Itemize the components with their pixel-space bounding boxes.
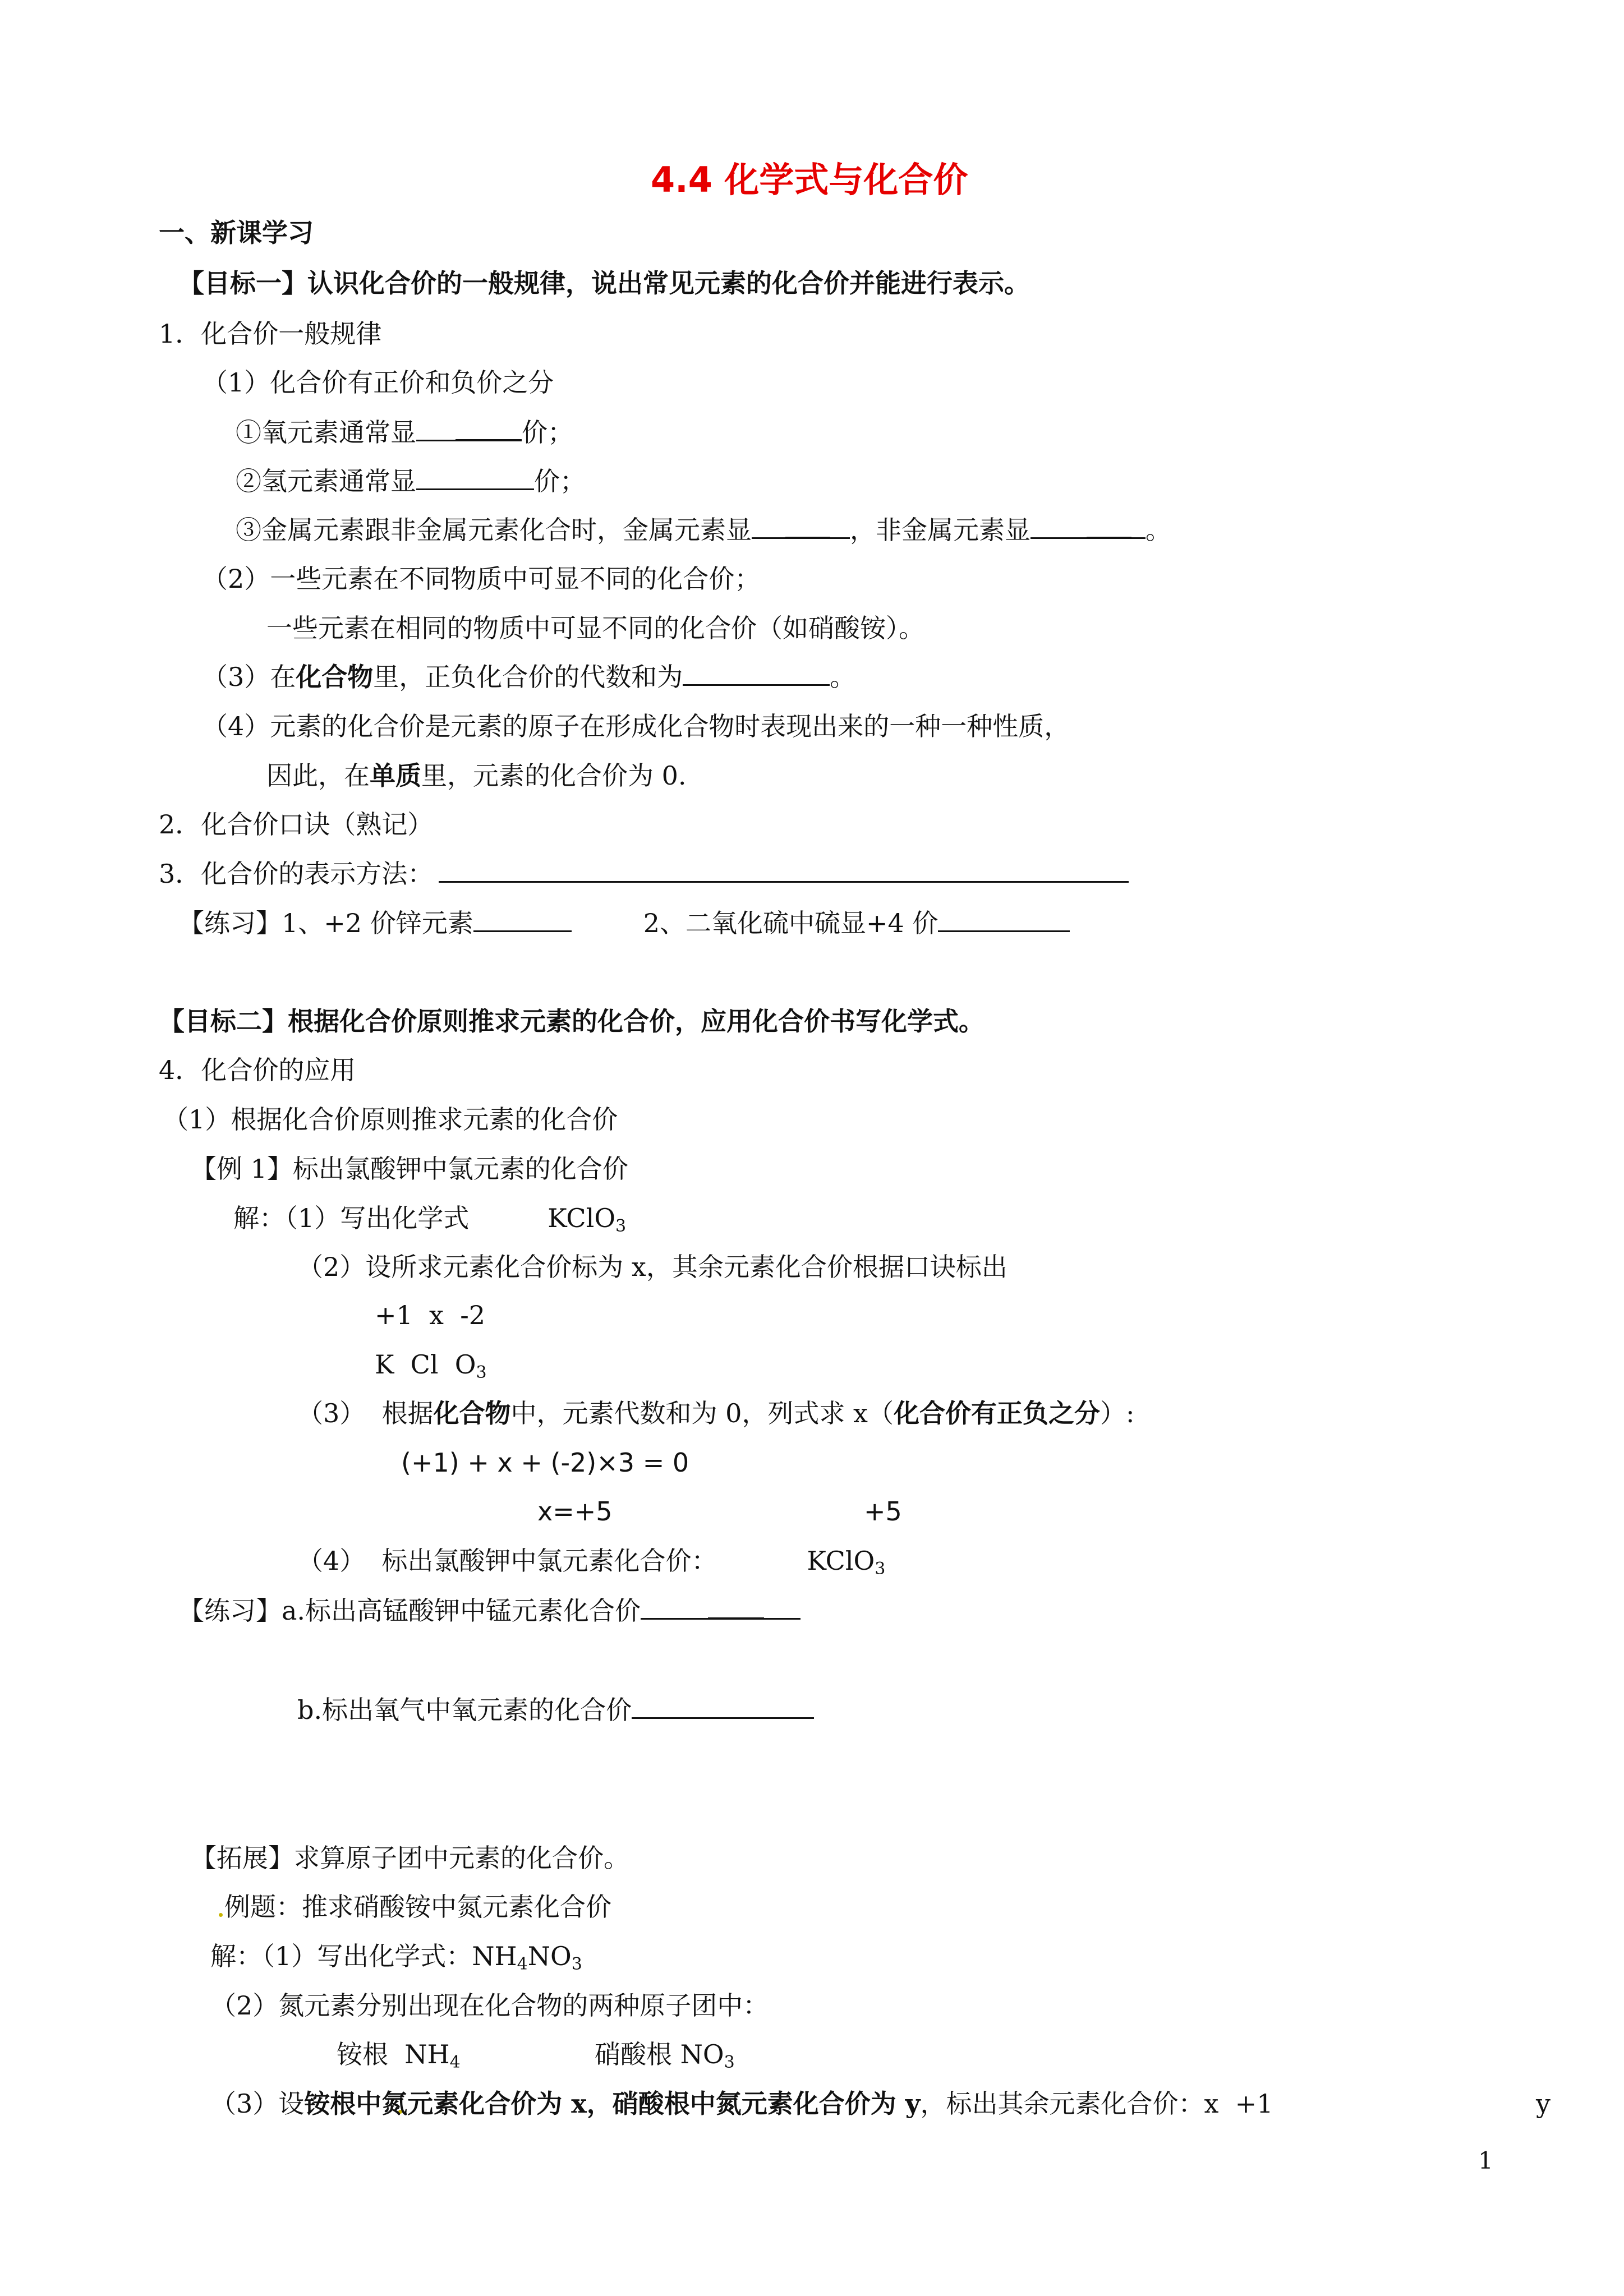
goal-two: 【目标二】根据化合价原则推求元素的化合价，应用化合价书写化学式。 xyxy=(159,1006,984,1036)
solution-step-4: （4） 标出氯酸钾中氯元素化合价： KClO$_3$ xyxy=(297,1546,886,1579)
goal-one: 【目标一】认识化合价的一般规律，说出常见元素的化合价并能进行表示。 xyxy=(178,268,1030,298)
practice-1: 【练习】1、+2 价锌元素 2、二氧化硫中硫显+4 价 xyxy=(178,910,1070,936)
item-1-4-b: 因此，在单质里，元素的化合价为 0. xyxy=(266,760,687,791)
item-4: 4．化合价的应用 xyxy=(159,1055,356,1085)
answer-blank[interactable] xyxy=(416,468,534,490)
answer-blank[interactable] xyxy=(473,910,572,932)
extension: 【拓展】求算原子团中元素的化合价。 xyxy=(191,1843,629,1873)
answer-blank[interactable] xyxy=(830,517,850,539)
solution-step-2: （2）设所求元素化合价标为 x，其余元素化合价根据口诀标出 xyxy=(297,1252,1007,1282)
answer-x: x=+5 xyxy=(537,1496,613,1527)
answer-blank[interactable] xyxy=(1030,517,1087,539)
formula-spaced: K Cl $O_3$ xyxy=(375,1349,487,1382)
item-4-1: （1）根据化合价原则推求元素的化合价 xyxy=(163,1104,618,1135)
item-1-1-hydrogen: ②氢元素通常显 价； xyxy=(236,466,586,496)
section-heading: 一、新课学习 xyxy=(159,218,314,248)
answer-blank[interactable] xyxy=(764,1598,801,1620)
extension-example: 例题：推求硝酸铵中氮元素化合价 xyxy=(224,1892,611,1922)
extension-step-2: （2）氮元素分别出现在化合物的两种原子团中： xyxy=(210,1990,769,2021)
example-1: 【例 1】标出氯酸钾中氯元素的化合价 xyxy=(191,1154,628,1184)
item-1-1-metal: ③金属元素跟非金属元素化合时，金属元素显 ，非金属元素显 。 xyxy=(236,515,1171,545)
answer-blank[interactable] xyxy=(632,1697,814,1719)
item-1-2-b: 一些元素在相同的物质中可显不同的化合价（如硝酸铵）。 xyxy=(266,613,924,643)
ammonium-group: 铵根 $NH_4$ xyxy=(337,2039,461,2072)
nitrate-group: 硝酸根 $NO_3$ xyxy=(595,2039,735,2072)
answer-blank[interactable] xyxy=(938,910,1070,932)
page-title: 4.4 化学式与化合价 xyxy=(651,159,968,200)
valence-labels: +1 x -2 xyxy=(375,1300,486,1330)
item-1-2-a: （2）一些元素在不同物质中可显不同的化合价； xyxy=(202,564,761,594)
solution-step-1: 解：（1）写出化学式 KClO$_3$ xyxy=(233,1203,627,1236)
practice-2-a: 【练习】a.标出高锰酸钾中锰元素化合价 xyxy=(178,1597,801,1624)
item-1-1: （1）化合价有正价和负价之分 xyxy=(202,367,554,398)
equation: (+1) + x + (-2)×3 = 0 xyxy=(401,1447,689,1478)
answer-blank[interactable] xyxy=(1131,517,1145,539)
solution-step-3: （3） 根据化合物中，元素代数和为 0，列式求 x（化合价有正负之分）: xyxy=(297,1398,1135,1428)
item-1-3: （3）在化合物里，正负化合价的代数和为 。 xyxy=(202,662,856,692)
item-1-heading: 1．化合价一般规律 xyxy=(159,319,382,349)
answer-blank[interactable] xyxy=(641,1598,708,1620)
item-2: 2．化合价口诀（熟记） xyxy=(159,809,434,840)
valence-plus-five: +5 xyxy=(864,1496,902,1527)
answer-blank[interactable] xyxy=(456,419,522,441)
extension-step-3: （3）设铵根中氮元素化合价为 x，硝酸根中氮元素化合价为 y，标出其余元素化合价：x +1 xyxy=(210,2088,1273,2119)
page-number: 1 xyxy=(1478,2147,1493,2174)
answer-blank[interactable] xyxy=(1087,517,1131,539)
answer-blank[interactable] xyxy=(752,517,785,539)
practice-2-b: b.标出氧气中氧元素的化合价 xyxy=(297,1697,814,1723)
answer-blank[interactable] xyxy=(785,517,830,539)
item-1-1-oxygen: ①氧元素通常显 价； xyxy=(236,417,573,448)
variable-y: y xyxy=(1536,2088,1551,2119)
answer-blank[interactable] xyxy=(416,419,456,441)
item-3: 3．化合价的表示方法： xyxy=(159,861,1129,887)
answer-blank[interactable] xyxy=(683,664,830,686)
answer-blank[interactable] xyxy=(708,1597,764,1620)
extension-step-1: 解：（1）写出化学式：$NH_4NO_3$ xyxy=(210,1941,582,1974)
item-1-4-a: （4）元素的化合价是元素的原子在形成化合物时表现出来的一种一种性质， xyxy=(202,711,1070,741)
answer-line[interactable] xyxy=(439,861,1129,883)
marker-dot xyxy=(219,1913,223,1917)
